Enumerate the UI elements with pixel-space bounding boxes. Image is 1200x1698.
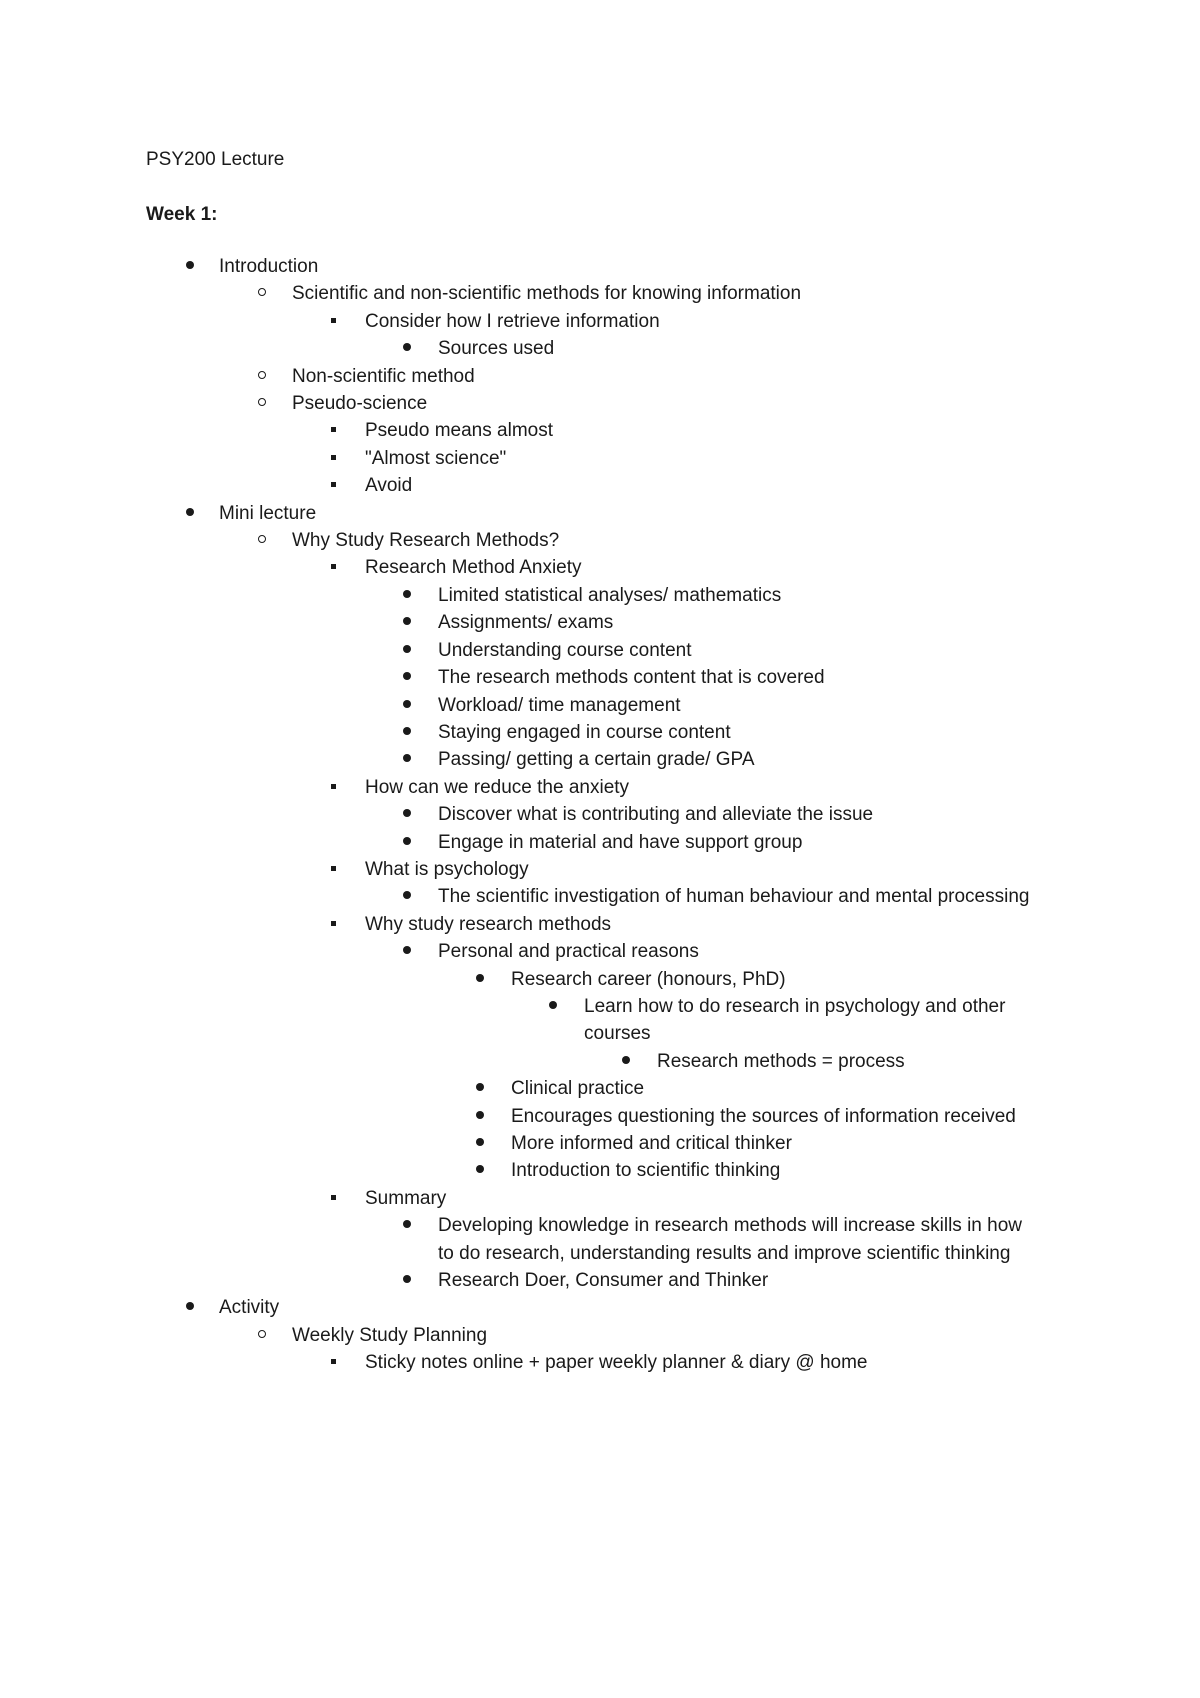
list-item-text: What is psychology [365,858,529,880]
list-item-text: Consider how I retrieve information [365,310,660,332]
list-item [0,911,1200,938]
list-item [0,883,1200,910]
list-item-text: Clinical practice [511,1078,645,1100]
list-item [0,1349,1200,1376]
list-item [0,1075,1200,1102]
list-item-text: Engage in material and have support group [438,831,803,853]
list-item-text: The scientific investigation of human behaviour and mental processing [438,886,1030,908]
list-item [0,664,1200,691]
list-item-text: Research methods = process [657,1050,905,1072]
list-item-text: Research Method Anxiety [365,557,582,579]
list-item-text: Encourages questioning the sources of information received [511,1105,1016,1127]
list-item-text: Why study research methods [365,913,612,935]
list-item [0,280,1200,307]
list-item-text: Discover what is contributing and alleviate the issue [438,804,874,826]
list-item-text: Personal and practical reasons [438,941,699,963]
list-item-text: Staying engaged in course content [438,721,731,743]
list-item-text: "Almost science" [365,447,507,469]
list-item [0,1130,1200,1157]
list-item [0,1185,1200,1212]
list-item [0,938,1200,965]
list-item [0,335,1200,362]
list-item [0,692,1200,719]
list-item-text: How can we reduce the anxiety [365,776,630,798]
list-item-text: Assignments/ exams [438,612,614,634]
list-item-text: Pseudo-science [292,393,428,415]
list-item-text: Sources used [438,338,555,360]
list-item [0,1322,1200,1349]
list-item-text: The research methods content that is covered [438,667,825,689]
list-item-text: Introduction to scientific thinking [511,1160,781,1182]
list-item-text: Avoid [365,475,413,497]
bullet-outline [0,253,1200,1377]
list-item [0,829,1200,856]
list-item [0,417,1200,444]
list-item [0,966,1200,993]
list-item-text: Sticky notes online + paper weekly planner & diary @ home [365,1352,868,1374]
list-item [0,253,1200,280]
list-item [0,1212,1200,1267]
list-item-text: Passing/ getting a certain grade/ GPA [438,749,755,771]
list-item [0,774,1200,801]
list-item [0,1103,1200,1130]
list-item-text: Limited statistical analyses/ mathematics [438,584,782,606]
list-item [0,445,1200,472]
list-item-text: Summary [365,1187,447,1209]
list-item-text: Workload/ time management [438,694,681,716]
list-item [0,609,1200,636]
list-item [0,500,1200,527]
list-item-text: Activity [219,1297,280,1319]
week-heading: Week 1: [146,204,218,225]
list-item-text: Research Doer, Consumer and Thinker [438,1270,769,1292]
list-item [0,582,1200,609]
list-item-text: Learn how to do research in psychology and other courses [584,995,1006,1045]
list-item [0,856,1200,883]
list-item-text: Developing knowledge in research methods will increase skills in how to do research, understanding results and improve scientific thinking [438,1215,1023,1264]
list-item [0,308,1200,335]
list-item-text: Why Study Research Methods? [292,530,560,552]
list-item-text: Weekly Study Planning [292,1324,488,1346]
list-item-text: Understanding course content [438,639,692,661]
list-item-text: Research career (honours, PhD) [511,968,786,990]
list-item-text: Introduction [219,256,319,277]
list-item [0,527,1200,554]
list-item [0,1267,1200,1294]
list-item [0,390,1200,417]
list-item-text: Scientific and non-scientific methods for knowing information [292,283,802,305]
list-item [0,1294,1200,1321]
list-item [0,1157,1200,1184]
list-item-text: More informed and critical thinker [511,1133,792,1154]
list-item [0,637,1200,664]
list-item [0,363,1200,390]
list-item [0,472,1200,499]
list-item [0,746,1200,773]
list-item [0,554,1200,581]
list-item [0,993,1200,1048]
list-item-text: Mini lecture [219,502,317,524]
list-item-text: Pseudo means almost [365,420,553,442]
list-item [0,1048,1200,1075]
list-item-text: Non-scientific method [292,365,475,387]
list-item [0,801,1200,828]
list-item [0,719,1200,746]
document-title: PSY200 Lecture [146,149,285,170]
